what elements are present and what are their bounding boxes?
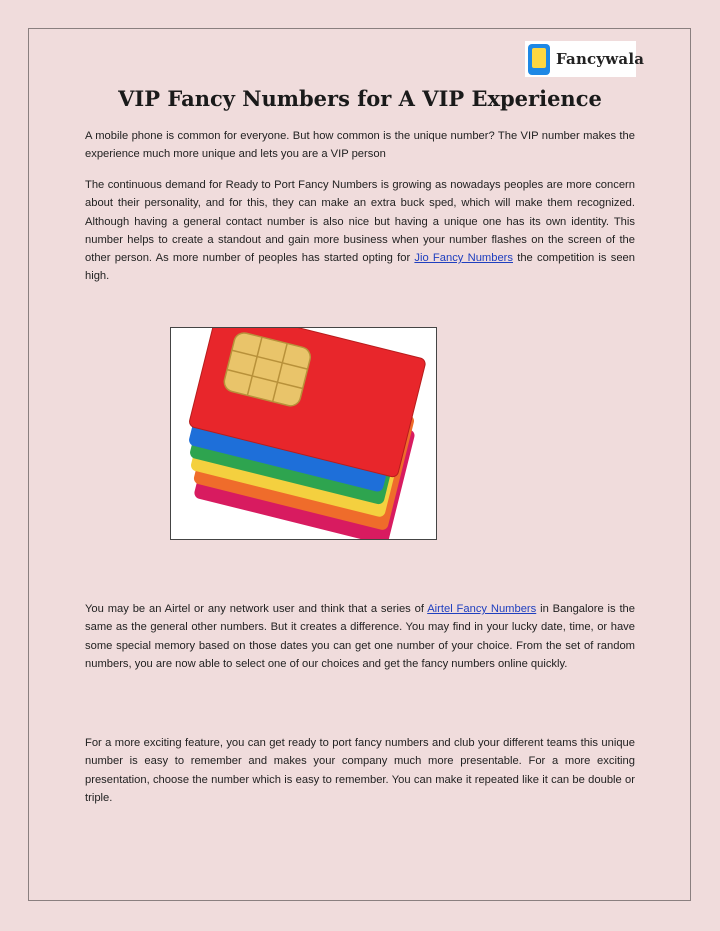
airtel-paragraph — [85, 600, 635, 673]
demand-text-2: the competition is seen high. — [85, 252, 635, 283]
phone-icon — [528, 44, 550, 75]
demand-paragraph — [85, 176, 635, 286]
sim-cards-image — [170, 327, 437, 540]
port-paragraph: For a more exciting feature, you can get ready to port fancy numbers and club your different teams this unique number is easy to remember and makes your company much more presentable. For a more exciting presentation, choose the number which is easy to remember. You can make it repeated like it can be double or triple. — [85, 737, 635, 804]
demand-text-1: The continuous demand for Ready to Port Fancy Numbers is growing as nowadays peoples are more concern about their personality, and for this, they can make an extra buck sped, which will make them recognized. Although having a general contact number is also nice but having a unique one has its own identity. This number helps to create a standout and gain more business when your number flashes on the screen of the other person. As more number of peoples has started opting for — [85, 179, 635, 265]
fancywala-logo[interactable] — [525, 41, 645, 77]
airtel-text-1: You may be an Airtel or any network user and think that a series of — [85, 603, 428, 615]
intro-paragraph: A mobile phone is common for everyone. But how common is the unique number? The VIP number makes the experience much more unique and lets you are a VIP person — [85, 130, 635, 161]
page-title: VIP Fancy Numbers for A VIP Experience — [118, 86, 602, 111]
logo-text: Fancywala — [556, 50, 645, 68]
jio-fancy-numbers-link[interactable]: Jio Fancy Numbers — [414, 252, 513, 265]
sim-cards-illustration — [171, 328, 437, 540]
airtel-fancy-numbers-link[interactable]: Airtel Fancy Numbers — [427, 603, 537, 615]
airtel-text-2: in Bangalore is the same as the general other numbers. But it creates a difference. You may find in your lucky date, time, or have some special memory based on those dates you can get one number of your choice. From the set of random numbers, you are now able to select one of our choices and get the fancy numbers online quickly. — [85, 603, 635, 670]
